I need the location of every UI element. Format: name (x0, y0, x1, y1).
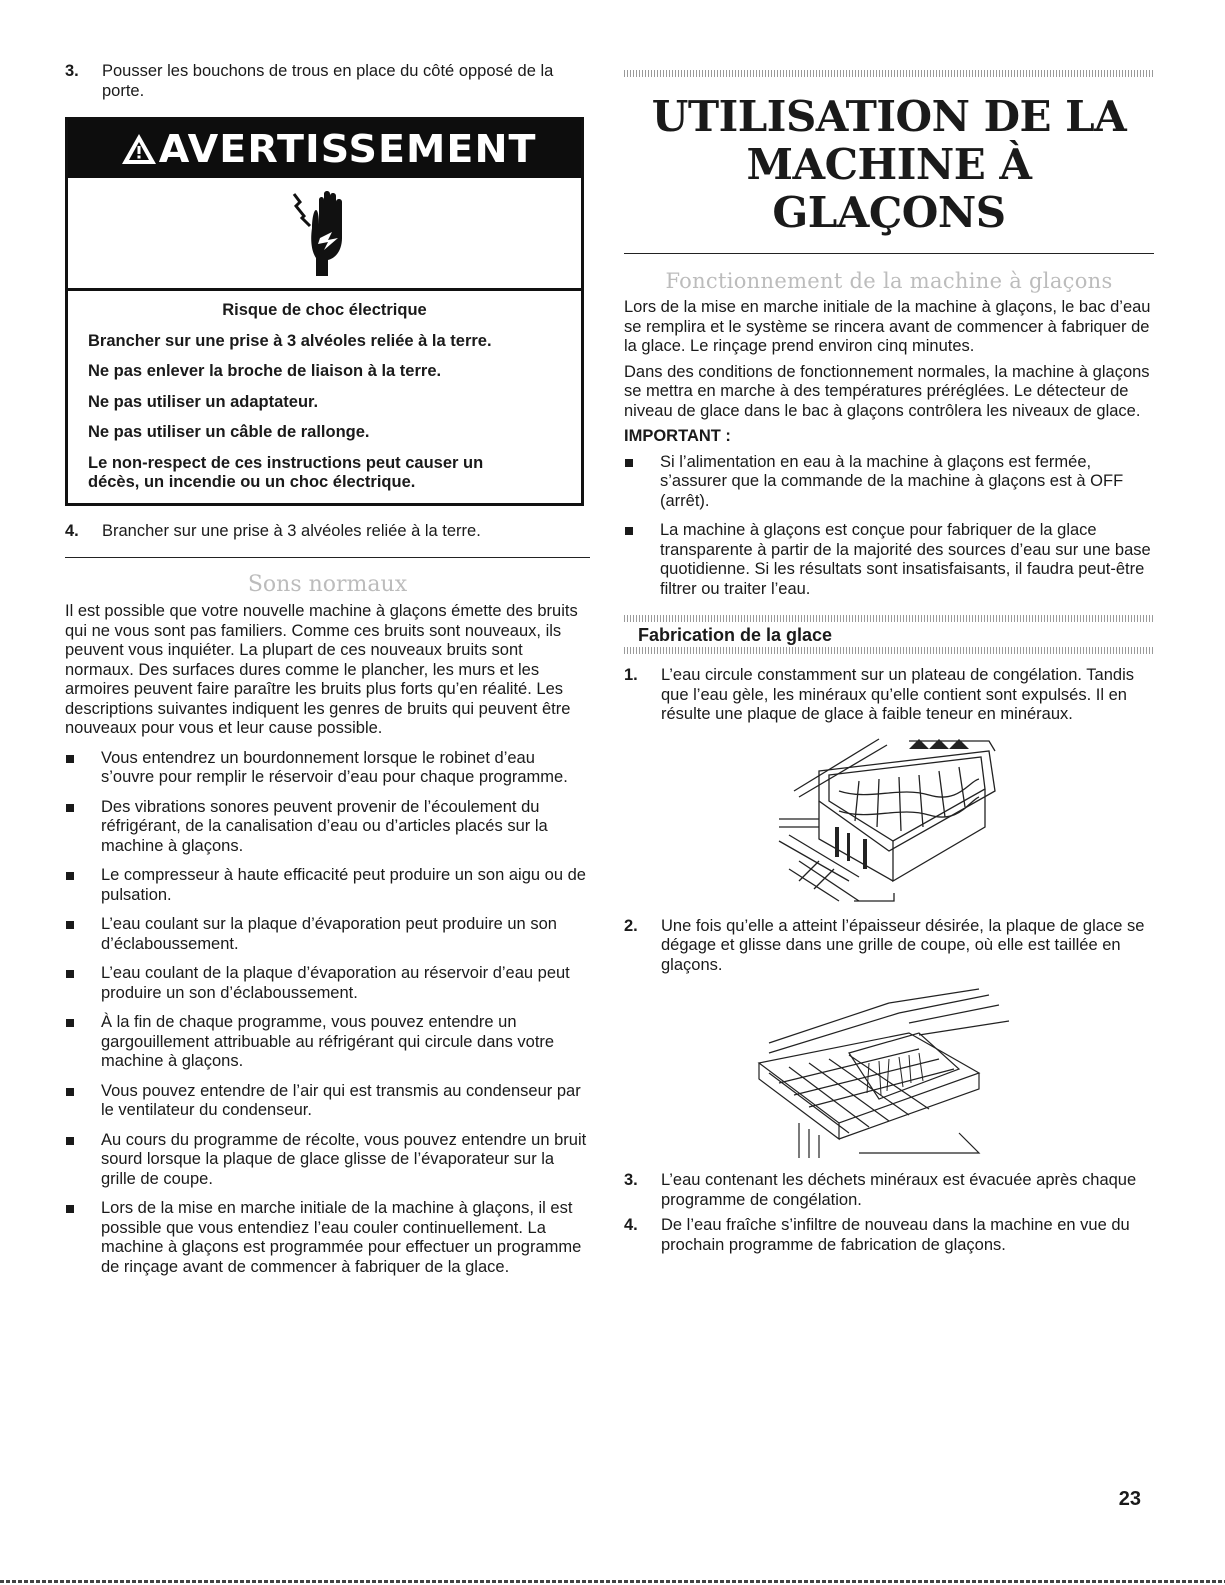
warning-line: Brancher sur une prise à 3 alvéoles reliée à la terre. (88, 331, 492, 350)
important-list (624, 453, 1154, 600)
list-item: Vous pouvez entendre de l’air qui est transmis au condenseur par le ventilateur du condenseur. (65, 1082, 590, 1121)
step-text: L’eau contenant les déchets minéraux est évacuée après chaque programme de congélation. (661, 1171, 1137, 1209)
illustration-cutter-grid (624, 983, 1154, 1163)
section-divider (624, 253, 1154, 254)
ice-cutter-grid-illustration (739, 983, 1039, 1163)
page-bottom-edge (0, 1580, 1225, 1583)
bullet-icon (66, 755, 74, 763)
list-item: Lors de la mise en marche initiale de la machine à glaçons, il est possible que vous entendiez l’eau couler continuellement. La machine à glaçons est programmée pour effectuer un programme de rinçage avant de commencer à fabriquer de la glace. (65, 1199, 590, 1277)
warning-line: Ne pas enlever la broche de liaison à la terre. (88, 362, 442, 380)
list-item: Le compresseur à haute efficacité peut produire un son aigu ou de pulsation. (65, 866, 590, 905)
electric-shock-hand-icon (290, 188, 360, 278)
hatched-rule (624, 647, 1154, 654)
page-number: 23 (1118, 1488, 1141, 1510)
left-column (65, 62, 590, 1277)
step-number: 4. (65, 521, 79, 540)
bullet-icon (66, 1088, 74, 1096)
bullet-icon (66, 921, 74, 929)
right-column (624, 62, 1154, 1255)
bullet-icon (66, 1137, 74, 1145)
bullet-icon (625, 527, 633, 535)
fabrication-step-3 (624, 1171, 1154, 1210)
step-text: L’eau circule constamment sur un plateau de congélation. Tandis que l’eau gèle, les minéraux qu’elle contient sont expulsés. Il en résulte une plaque de glace à faible teneur en minéraux. (661, 666, 1134, 723)
fabrication-step-1 (624, 666, 1154, 725)
bullet-icon (66, 970, 74, 978)
step-number: 3. (624, 1171, 638, 1189)
section-title-sons: Sons normaux (247, 572, 408, 597)
fonctionnement-paragraph-1: Lors de la mise en marche initiale de la machine à glaçons, le bac d’eau se remplira et le système se rincera avant de commencer à fabriquer de la glace. Le rinçage prend environ cinq minutes. (624, 298, 1151, 355)
bullet-icon (625, 459, 633, 467)
subsection-title-fabrication: Fabrication de la glace (638, 625, 833, 645)
section-title-fonctionnement: Fonctionnement de la machine à glaçons (665, 269, 1113, 293)
page-title-line-2: MACHINE À GLAÇONS (746, 140, 1032, 237)
bullet-icon (66, 872, 74, 880)
hatched-rule (624, 70, 1154, 77)
step-text: Pousser les bouchons de trous en place du côté opposé de la porte. (102, 62, 554, 100)
fabrication-step-2 (624, 917, 1154, 976)
page-title-line-1: UTILISATION DE LA (651, 92, 1127, 141)
step-3 (65, 62, 590, 101)
sons-list (65, 749, 590, 1278)
warning-label: AVERTISSEMENT (158, 127, 537, 171)
list-item: La machine à glaçons est conçue pour fabriquer de la glace transparente à partir de la majorité des sources d’eau sur une base quotidienne. Si les résultats sont insatisfaisants, il faudra peut-être filtrer ou traiter l’eau. (624, 521, 1154, 599)
fabrication-step-4 (624, 1216, 1154, 1255)
fonctionnement-paragraph-2: Dans des conditions de fonctionnement normales, la machine à glaçons se mettra en marche à des températures préréglées. Le détecteur de niveau de glace dans le bac à glaçons contrôlera les niveaux de glace. (624, 362, 1150, 420)
list-item: À la fin de chaque programme, vous pouvez entendre un gargouillement attribuable au réfrigérant qui circule dans votre machine à glaçons. (65, 1013, 590, 1072)
step-number: 4. (624, 1216, 638, 1234)
list-item: Des vibrations sonores peuvent provenir de l’écoulement du réfrigérant, de la canalisation d’eau ou d’articles placés sur la machine à glaçons. (65, 798, 590, 857)
warning-icon-area (68, 178, 581, 291)
ice-machine-evaporator-illustration (759, 731, 1019, 907)
warning-line: Ne pas utiliser un adaptateur. (88, 392, 319, 411)
warning-line: Le non-respect de ces instructions peut causer un décès, un incendie ou un choc électrique. (88, 453, 484, 491)
step-text: Une fois qu’elle a atteint l’épaisseur désirée, la plaque de glace se dégage et glisse dans une grille de coupe, où elle est taillée en glaçons. (661, 916, 1145, 974)
warning-title: Risque de choc électrique (222, 301, 427, 319)
sons-intro: Il est possible que votre nouvelle machine à glaçons émette des bruits qui ne vous sont pas familiers. Comme ces bruits sont nouveaux, ils peuvent vous inquiéter. La plupart de ces nouveaux bruits sont normaux. Des surfaces dures comme le plancher, les murs et les armoires peuvent faire paraître les bruits plus forts qu’en réalité. Les descriptions suivantes indiquent les genres de bruits qui peuvent être nouveaux pour vous et leur cause possible. (65, 602, 578, 737)
step-number: 1. (624, 666, 638, 684)
illustration-freeze-plate (624, 731, 1154, 907)
page-title (624, 93, 1154, 237)
warning-line: Ne pas utiliser un câble de rallonge. (88, 423, 370, 441)
warning-header (68, 120, 581, 178)
list-item: L’eau coulant sur la plaque d’évaporation peut produire un son d’éclaboussement. (65, 915, 590, 954)
warning-body (68, 291, 581, 503)
warning-box (65, 117, 584, 506)
list-item: L’eau coulant de la plaque d’évaporation au réservoir d’eau peut produire un son d’éclaboussement. (65, 964, 590, 1003)
list-item: Au cours du programme de récolte, vous pouvez entendre un bruit sourd lorsque la plaque de glace glisse de l’évaporateur sur la grille de coupe. (65, 1131, 590, 1190)
section-divider (65, 557, 590, 558)
important-label: IMPORTANT : (624, 427, 731, 445)
step-text: Brancher sur une prise à 3 alvéoles reliée à la terre. (102, 521, 481, 540)
hatched-rule (624, 615, 1154, 622)
step-text: De l’eau fraîche s’infiltre de nouveau dans la machine en vue du prochain programme de fabrication de glaçons. (661, 1216, 1130, 1254)
step-number: 2. (624, 916, 638, 935)
bullet-icon (66, 1019, 74, 1027)
warning-triangle-icon (120, 132, 158, 166)
bullet-icon (66, 804, 74, 812)
step-number: 3. (65, 62, 79, 80)
list-item: Vous entendrez un bourdonnement lorsque le robinet d’eau s’ouvre pour remplir le réservoir d’eau pour chaque programme. (65, 749, 590, 788)
list-item: Si l’alimentation en eau à la machine à glaçons est fermée, s’assurer que la commande de la machine à glaçons est à OFF (arrêt). (624, 453, 1154, 512)
step-4 (65, 522, 590, 542)
bullet-icon (66, 1205, 74, 1213)
